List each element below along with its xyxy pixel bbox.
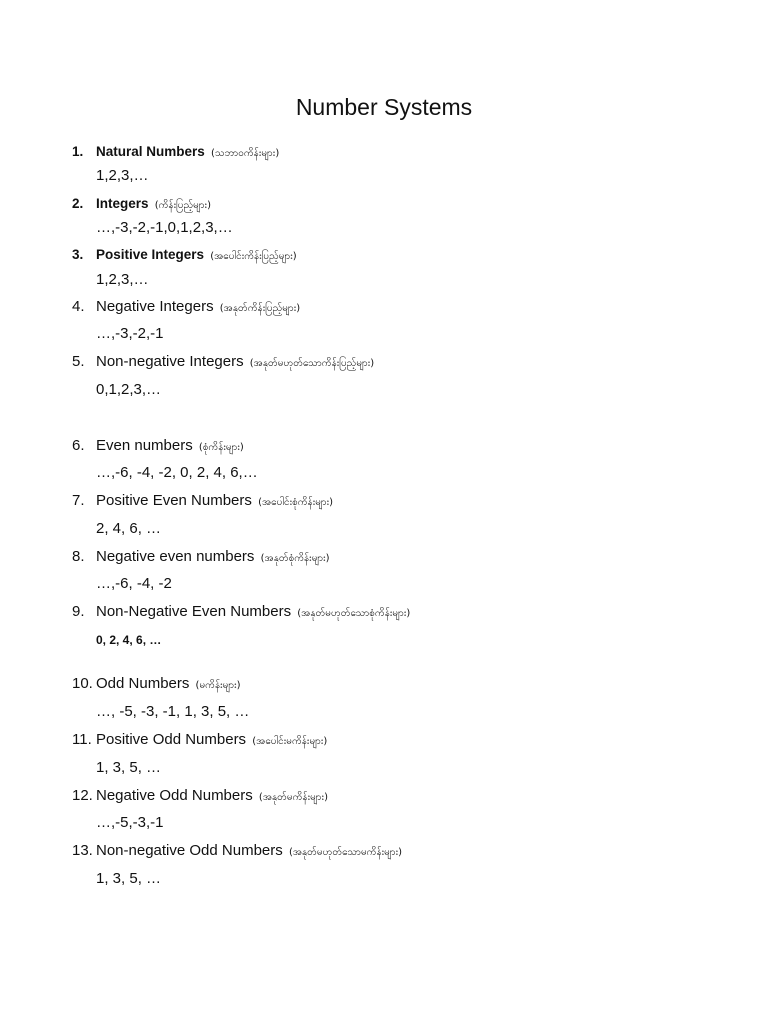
item-label: Non-Negative Even Numbers	[96, 603, 292, 620]
item-number: 8.	[72, 548, 85, 565]
item-number: 3.	[72, 247, 84, 262]
item-label: Natural Numbers	[96, 144, 205, 159]
item-number: 12.	[72, 787, 93, 804]
list-item	[72, 730, 732, 752]
list-item	[72, 841, 732, 863]
item-burmese: (အပေါင်းစုံကိန်းများ)	[258, 497, 334, 508]
list-item	[72, 245, 732, 267]
item-number: 4.	[72, 298, 85, 315]
item-value: …,-6, -4, -2, 0, 2, 4, 6,…	[96, 464, 258, 481]
item-burmese: (သဘာဝကိန်းများ)	[210, 148, 280, 159]
page-title: Number Systems	[295, 94, 473, 120]
item-label: Integers	[96, 196, 149, 211]
item-label: Positive Odd Numbers	[96, 731, 247, 748]
item-number: 11.	[72, 731, 92, 748]
item-burmese: (အပေါင်းမကိန်းများ)	[252, 736, 328, 747]
item-value: …, -5, -3, -1, 1, 3, 5, …	[96, 703, 250, 720]
item-label: Positive Integers	[96, 247, 205, 262]
item-burmese: (မကိန်းများ)	[195, 680, 241, 691]
item-label: Negative Integers	[96, 298, 214, 315]
list-item	[72, 786, 732, 808]
item-burmese: (ကိန်းပြည့်များ)	[154, 200, 212, 211]
item-value: …,-3,-2,-1,0,1,2,3,…	[96, 219, 233, 236]
item-burmese: (အနုတ်မဟုတ်သောစုံကိန်းများ)	[297, 608, 411, 619]
item-value: 0, 2, 4, 6, …	[96, 633, 162, 647]
list-item	[72, 297, 732, 319]
item-burmese: (အနုတ်မကိန်းများ)	[258, 792, 328, 803]
item-label: Positive Even Numbers	[96, 492, 252, 509]
item-burmese: (အနုတ်ကိန်းပြည့်များ)	[219, 303, 301, 314]
item-label: Odd Numbers	[96, 675, 190, 692]
list-item	[72, 352, 732, 374]
item-number: 5.	[72, 353, 85, 370]
item-number: 6.	[72, 437, 85, 454]
item-label: Non-negative Integers	[96, 353, 244, 370]
item-value: 1, 3, 5, …	[96, 759, 162, 776]
list-item	[72, 547, 732, 569]
item-value: 1,2,3,…	[96, 271, 149, 288]
list-item	[72, 194, 732, 216]
item-burmese: (အပေါင်းကိန်းပြည့်များ)	[210, 251, 297, 262]
list-item	[72, 602, 732, 624]
item-number: 7.	[72, 492, 85, 509]
item-value: 1,2,3,…	[96, 167, 149, 184]
item-value: 2, 4, 6, …	[96, 520, 162, 537]
item-label: Even numbers	[96, 437, 193, 454]
item-burmese: (အနုတ်စုံကိန်းများ)	[260, 553, 330, 564]
item-label: Non-negative Odd Numbers	[96, 842, 283, 859]
item-burmese: (အနုတ်မဟုတ်သောကိန်းပြည့်များ)	[249, 358, 375, 369]
item-number: 2.	[72, 196, 84, 211]
item-value: 0,1,2,3,…	[96, 381, 162, 398]
item-burmese: (စုံကိန်းများ)	[198, 442, 244, 453]
item-value: …,-3,-2,-1	[96, 325, 164, 342]
item-number: 10.	[72, 675, 93, 692]
item-label: Negative even numbers	[96, 548, 255, 565]
list-item	[72, 674, 732, 696]
item-burmese: (အနုတ်မဟုတ်သောမကိန်းများ)	[288, 847, 403, 858]
item-number: 9.	[72, 603, 85, 620]
list-item	[72, 142, 732, 164]
item-value: …,-5,-3,-1	[96, 814, 164, 831]
list-item	[72, 436, 732, 458]
item-value: 1, 3, 5, …	[96, 870, 162, 887]
item-value: …,-6, -4, -2	[96, 575, 172, 592]
list-item	[72, 491, 732, 513]
item-label: Negative Odd Numbers	[96, 787, 253, 804]
item-number: 13.	[72, 842, 93, 859]
item-number: 1.	[72, 144, 84, 159]
